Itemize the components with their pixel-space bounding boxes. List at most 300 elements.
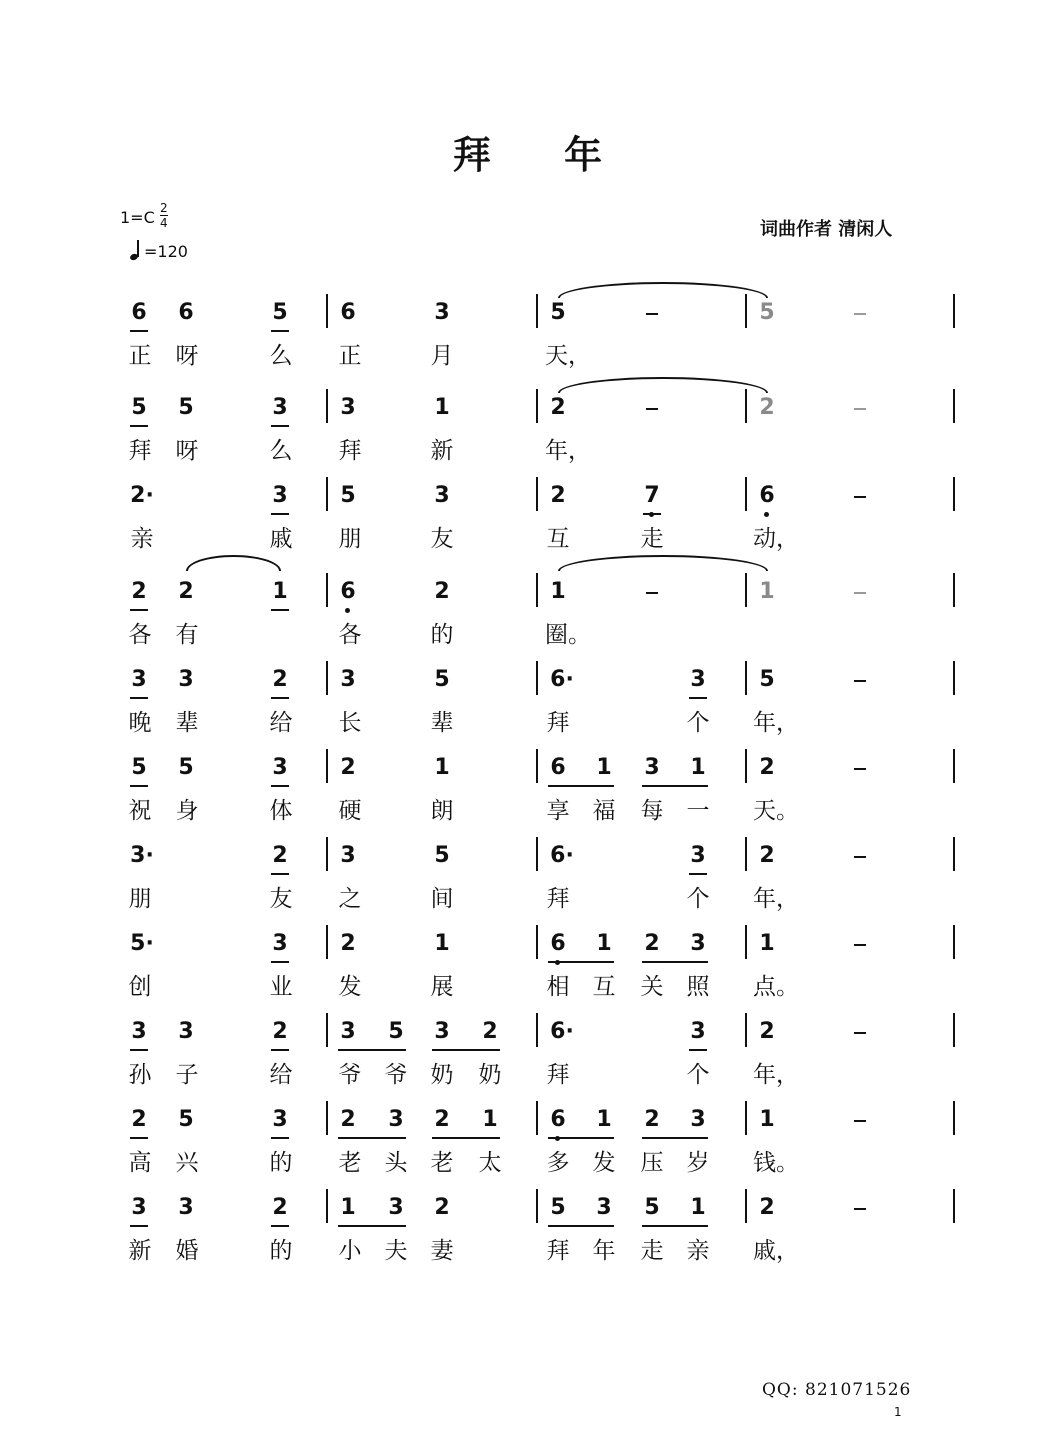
lyric: 孙 <box>128 1062 152 1088</box>
eighth-underline <box>130 330 148 332</box>
note: 1 <box>759 579 775 604</box>
note: 3 <box>340 395 356 420</box>
lyric: 友 <box>430 526 454 552</box>
sustain-dash <box>854 1120 866 1122</box>
lyric: 年， <box>753 1062 799 1088</box>
lyric: 硬 <box>338 798 362 824</box>
barline <box>326 477 328 511</box>
sustain-dash <box>854 496 866 498</box>
lyric: 年 <box>592 1238 616 1264</box>
lyric: 晚 <box>128 710 152 736</box>
lyric: 拜 <box>128 438 152 464</box>
lyric: 友 <box>269 886 293 912</box>
note: 3 <box>434 1019 450 1044</box>
lyric: 创 <box>128 974 152 1000</box>
lyric: 祝 <box>128 798 152 824</box>
barline <box>326 573 328 607</box>
note: 6· <box>550 1019 574 1044</box>
lyric: 的 <box>269 1238 293 1264</box>
barline <box>326 1189 328 1223</box>
barline <box>953 477 955 511</box>
note: 5 <box>178 1107 194 1132</box>
lyric: 钱。 <box>753 1150 799 1176</box>
note: 1 <box>340 1195 356 1220</box>
sustain-dash <box>854 408 866 410</box>
barline <box>745 1101 747 1135</box>
lyric: 拜 <box>546 1062 570 1088</box>
time-sig-top: 2 <box>160 201 168 215</box>
note: 5 <box>434 843 450 868</box>
eighth-underline <box>689 873 707 875</box>
lyric: 年， <box>753 710 799 736</box>
note: 2 <box>434 1195 450 1220</box>
note: 1 <box>550 579 566 604</box>
barline <box>745 925 747 959</box>
barline <box>953 749 955 783</box>
eighth-beam <box>642 785 708 787</box>
eighth-beam <box>548 961 614 963</box>
note: 2 <box>272 667 288 692</box>
barline <box>953 294 955 328</box>
lyric: 每 <box>640 798 664 824</box>
lyric: 天。 <box>753 798 799 824</box>
lyric: 给 <box>269 1062 293 1088</box>
sustain-dash <box>646 313 658 315</box>
note: 3 <box>388 1195 404 1220</box>
note: 5 <box>388 1019 404 1044</box>
barline <box>326 661 328 695</box>
eighth-beam <box>642 961 708 963</box>
eighth-underline <box>689 1049 707 1051</box>
note: 2 <box>272 1019 288 1044</box>
barline <box>745 477 747 511</box>
note: 2 <box>759 1195 775 1220</box>
lyric: 拜 <box>338 438 362 464</box>
note: 6 <box>542 1107 574 1133</box>
lyric: 走 <box>640 1238 664 1264</box>
note: 2 <box>434 579 450 604</box>
lyric: 戚 <box>269 526 293 552</box>
lyric: 一 <box>686 798 710 824</box>
note: 3 <box>131 1195 147 1220</box>
barline <box>953 1013 955 1047</box>
note: 3· <box>130 843 154 868</box>
sustain-dash <box>646 592 658 594</box>
note: 6 <box>751 483 783 509</box>
lyric: 关 <box>640 974 664 1000</box>
note: 2 <box>550 395 566 420</box>
lyric: 展 <box>430 974 454 1000</box>
lyric: 爷 <box>338 1062 362 1088</box>
tempo-value: =120 <box>144 242 188 261</box>
sustain-dash <box>854 592 866 594</box>
lyric: 互 <box>546 526 570 552</box>
note: 5 <box>131 395 147 420</box>
lyric: 夫 <box>384 1238 408 1264</box>
barline <box>536 1101 538 1135</box>
note: 2 <box>759 843 775 868</box>
note: 2 <box>340 1107 356 1132</box>
note: 1 <box>434 931 450 956</box>
sustain-dash <box>854 944 866 946</box>
eighth-beam <box>548 785 614 787</box>
lyric: 么 <box>269 438 293 464</box>
barline <box>953 573 955 607</box>
note: 5 <box>340 483 356 508</box>
lyric: 互 <box>592 974 616 1000</box>
lyric: 奶 <box>430 1062 454 1088</box>
note: 1 <box>759 931 775 956</box>
lyric: 朋 <box>128 886 152 912</box>
barline <box>326 389 328 423</box>
note: 3 <box>178 667 194 692</box>
page-title: 拜 年 <box>452 133 633 177</box>
tie-arc <box>558 377 768 393</box>
low-octave-dot <box>345 608 350 613</box>
lyric: 爷 <box>384 1062 408 1088</box>
barline <box>536 294 538 328</box>
eighth-beam <box>642 1225 708 1227</box>
note: 6 <box>550 755 566 780</box>
lyric: 新 <box>128 1238 152 1264</box>
lyric: 戚， <box>753 1238 799 1264</box>
eighth-underline <box>689 697 707 699</box>
note: 3 <box>340 843 356 868</box>
note: 3 <box>178 1019 194 1044</box>
barline <box>953 661 955 695</box>
eighth-beam <box>548 1225 614 1227</box>
note: 3 <box>434 300 450 325</box>
lyric: 辈 <box>175 710 199 736</box>
note: 3 <box>690 1107 706 1132</box>
note: 3 <box>596 1195 612 1220</box>
lyric: 老 <box>338 1150 362 1176</box>
lyric: 正 <box>338 343 362 369</box>
eighth-underline <box>271 609 289 611</box>
lyric: 子 <box>175 1062 199 1088</box>
note: 5 <box>644 1195 660 1220</box>
note: 1 <box>690 1195 706 1220</box>
eighth-beam <box>642 1137 708 1139</box>
note: 3 <box>272 755 288 780</box>
eighth-underline <box>271 330 289 332</box>
barline <box>953 389 955 423</box>
eighth-underline <box>130 1225 148 1227</box>
note: 2 <box>434 1107 450 1132</box>
time-sig-bottom: 4 <box>160 216 168 230</box>
barline <box>953 925 955 959</box>
note: 3 <box>272 1107 288 1132</box>
key-signature <box>120 201 168 230</box>
lyric: 呀 <box>175 438 199 464</box>
note: 2· <box>130 483 154 508</box>
lyric: 拜 <box>546 886 570 912</box>
score-row <box>0 657 1055 745</box>
barline <box>745 661 747 695</box>
score-row <box>0 290 1055 378</box>
lyric: 月 <box>430 343 454 369</box>
lyric: 福 <box>592 798 616 824</box>
lyric: 点。 <box>753 974 799 1000</box>
eighth-underline <box>130 1049 148 1051</box>
note: 5 <box>131 755 147 780</box>
note: 1 <box>690 755 706 780</box>
note: 3 <box>340 667 356 692</box>
note: 6 <box>332 579 364 605</box>
lyric: 动， <box>753 526 799 552</box>
lyric: 各 <box>128 622 152 648</box>
eighth-underline <box>130 697 148 699</box>
note: 5 <box>434 667 450 692</box>
lyric: 发 <box>338 974 362 1000</box>
lyric: 的 <box>430 622 454 648</box>
lyric: 照 <box>686 974 710 1000</box>
eighth-beam <box>548 1137 614 1139</box>
sustain-dash <box>854 856 866 858</box>
lyric: 业 <box>269 974 293 1000</box>
lyric: 拜 <box>546 1238 570 1264</box>
lyric: 给 <box>269 710 293 736</box>
eighth-underline <box>130 425 148 427</box>
lyric: 个 <box>686 886 710 912</box>
note: 5 <box>550 1195 566 1220</box>
note: 3 <box>690 1019 706 1044</box>
eighth-underline <box>130 785 148 787</box>
note: 3 <box>131 667 147 692</box>
lyric: 个 <box>686 1062 710 1088</box>
eighth-underline <box>271 1049 289 1051</box>
note: 3 <box>340 1019 356 1044</box>
lyric: 亲 <box>686 1238 710 1264</box>
note: 6 <box>542 931 574 957</box>
note: 2 <box>759 755 775 780</box>
eighth-underline <box>643 513 661 515</box>
sustain-dash <box>646 408 658 410</box>
eighth-beam <box>432 1049 500 1051</box>
note: 3 <box>388 1107 404 1132</box>
eighth-underline <box>130 609 148 611</box>
eighth-beam <box>338 1137 406 1139</box>
lyric: 年， <box>753 886 799 912</box>
note: 2 <box>482 1019 498 1044</box>
eighth-underline <box>271 513 289 515</box>
note: 3 <box>178 1195 194 1220</box>
lyric: 太 <box>478 1150 502 1176</box>
barline <box>745 294 747 328</box>
barline <box>953 1189 955 1223</box>
barline <box>953 1101 955 1135</box>
barline <box>745 573 747 607</box>
eighth-underline <box>271 785 289 787</box>
note: 1 <box>596 1107 612 1132</box>
barline <box>326 294 328 328</box>
note: 3 <box>272 395 288 420</box>
note: 2 <box>644 931 660 956</box>
note: 1 <box>434 395 450 420</box>
lyric: 婚 <box>175 1238 199 1264</box>
eighth-beam <box>432 1137 500 1139</box>
lyric: 体 <box>269 798 293 824</box>
note: 5· <box>130 931 154 956</box>
page-number: 1 <box>894 1405 902 1419</box>
note: 6 <box>340 300 356 325</box>
note: 2 <box>550 483 566 508</box>
eighth-underline <box>271 961 289 963</box>
barline <box>536 1189 538 1223</box>
note: 2 <box>272 1195 288 1220</box>
note: 2 <box>178 579 194 604</box>
score-row <box>0 1009 1055 1097</box>
sustain-dash <box>854 680 866 682</box>
barline <box>326 925 328 959</box>
score-row <box>0 473 1055 561</box>
note: 2 <box>759 395 775 420</box>
note: 6 <box>131 300 147 325</box>
lyric: 兴 <box>175 1150 199 1176</box>
note: 3 <box>690 667 706 692</box>
qq-contact: QQ: 821071526 <box>762 1380 912 1400</box>
lyric: 身 <box>175 798 199 824</box>
sustain-dash <box>854 1208 866 1210</box>
lyric: 么 <box>269 343 293 369</box>
barline <box>326 1013 328 1047</box>
score-row <box>0 569 1055 657</box>
note: 3 <box>272 483 288 508</box>
time-signature <box>160 202 168 229</box>
barline <box>536 389 538 423</box>
note: 3 <box>690 931 706 956</box>
composer-credit: 词曲作者 清闲人 <box>760 219 893 240</box>
lyric: 压 <box>640 1150 664 1176</box>
low-octave-dot <box>764 512 769 517</box>
eighth-underline <box>130 1137 148 1139</box>
lyric: 享 <box>546 798 570 824</box>
barline <box>536 661 538 695</box>
barline <box>745 749 747 783</box>
lyric: 圈。 <box>545 622 591 648</box>
note: 6· <box>550 843 574 868</box>
lyric: 奶 <box>478 1062 502 1088</box>
lyric: 之 <box>338 886 362 912</box>
score-row <box>0 833 1055 921</box>
barline <box>745 389 747 423</box>
key-label: 1=C <box>120 208 155 227</box>
lyric: 各 <box>338 622 362 648</box>
lyric: 亲 <box>130 526 154 552</box>
score-row <box>0 1185 1055 1273</box>
lyric: 岁 <box>686 1150 710 1176</box>
lyric: 朋 <box>338 526 362 552</box>
barline <box>326 837 328 871</box>
lyric: 头 <box>384 1150 408 1176</box>
eighth-underline <box>271 873 289 875</box>
note: 1 <box>434 755 450 780</box>
eighth-beam <box>338 1049 406 1051</box>
barline <box>536 477 538 511</box>
tie-arc <box>558 282 768 298</box>
lyric: 发 <box>592 1150 616 1176</box>
eighth-underline <box>271 697 289 699</box>
lyric: 年， <box>545 438 591 464</box>
note: 2 <box>340 931 356 956</box>
note: 2 <box>131 1107 147 1132</box>
lyric: 拜 <box>546 710 570 736</box>
note: 1 <box>596 931 612 956</box>
lyric: 呀 <box>175 343 199 369</box>
lyric: 朗 <box>430 798 454 824</box>
note: 6 <box>178 300 194 325</box>
barline <box>536 749 538 783</box>
barline <box>326 1101 328 1135</box>
lyric: 长 <box>338 710 362 736</box>
lyric: 小 <box>338 1238 362 1264</box>
note: 5 <box>178 755 194 780</box>
note: 1 <box>596 755 612 780</box>
note: 5 <box>178 395 194 420</box>
barline <box>536 925 538 959</box>
lyric: 个 <box>686 710 710 736</box>
quarter-note-head <box>129 253 139 261</box>
barline <box>745 837 747 871</box>
note: 2 <box>759 1019 775 1044</box>
note: 1 <box>272 579 288 604</box>
note: 5 <box>550 300 566 325</box>
note: 2 <box>131 579 147 604</box>
lyric: 的 <box>269 1150 293 1176</box>
note: 3 <box>434 483 450 508</box>
sustain-dash <box>854 313 866 315</box>
note: 1 <box>482 1107 498 1132</box>
note: 2 <box>272 843 288 868</box>
barline <box>953 837 955 871</box>
sustain-dash <box>854 1032 866 1034</box>
score-row <box>0 921 1055 1009</box>
note: 3 <box>272 931 288 956</box>
sustain-dash <box>854 768 866 770</box>
lyric: 多 <box>546 1150 570 1176</box>
lyric: 走 <box>640 526 664 552</box>
lyric: 老 <box>430 1150 454 1176</box>
lyric: 辈 <box>430 710 454 736</box>
barline <box>745 1189 747 1223</box>
barline <box>536 1013 538 1047</box>
score-row <box>0 1097 1055 1185</box>
note: 2 <box>340 755 356 780</box>
note: 3 <box>644 755 660 780</box>
lyric: 相 <box>546 974 570 1000</box>
note: 5 <box>272 300 288 325</box>
lyric: 间 <box>430 886 454 912</box>
lyric: 妻 <box>430 1238 454 1264</box>
lyric: 有 <box>175 622 199 648</box>
note: 3 <box>131 1019 147 1044</box>
lyric: 天， <box>545 343 591 369</box>
note: 7 <box>636 483 668 509</box>
note: 1 <box>759 1107 775 1132</box>
note: 5 <box>759 300 775 325</box>
barline <box>536 837 538 871</box>
barline <box>326 749 328 783</box>
lyric: 高 <box>128 1150 152 1176</box>
eighth-underline <box>271 425 289 427</box>
note: 6· <box>550 667 574 692</box>
note: 2 <box>644 1107 660 1132</box>
barline <box>536 573 538 607</box>
score-row <box>0 745 1055 833</box>
note: 3 <box>690 843 706 868</box>
eighth-underline <box>271 1225 289 1227</box>
score-row <box>0 385 1055 473</box>
